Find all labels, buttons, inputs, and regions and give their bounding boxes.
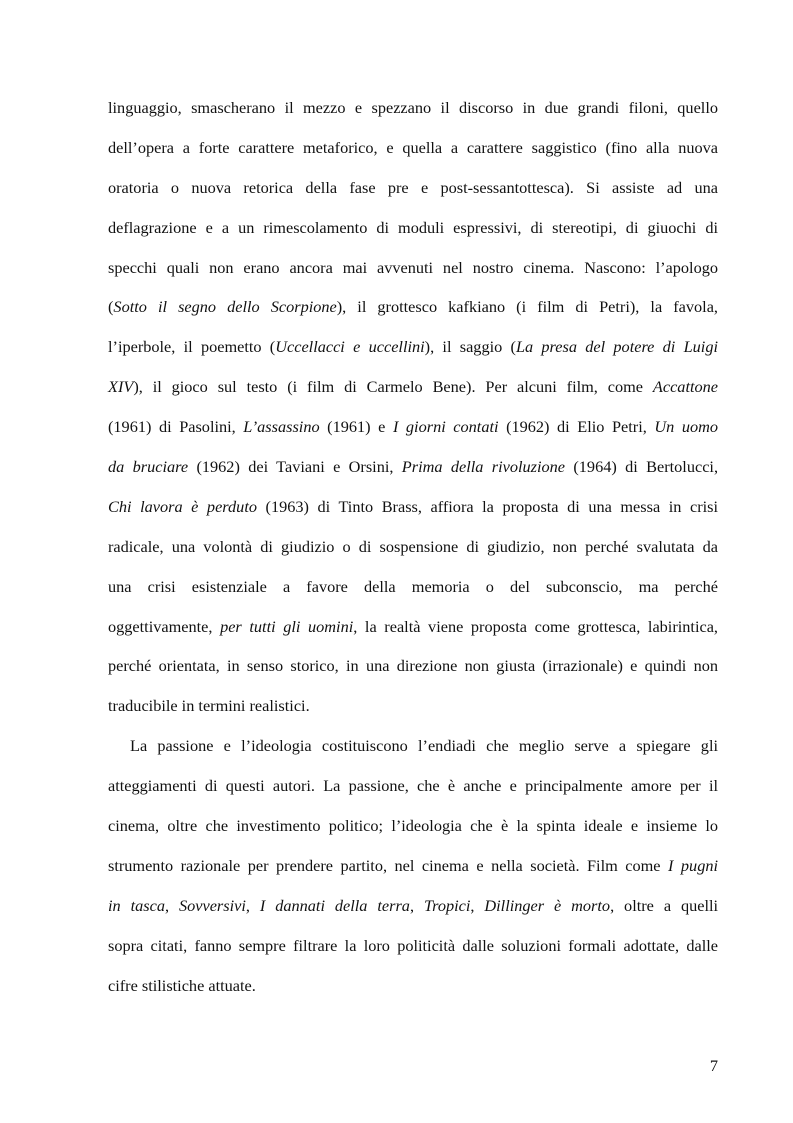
text-segment: (1963) di Tinto Brass, affiora la proposta di una messa in crisi (256, 496, 718, 516)
text-segment: dell’opera a forte carattere metaforico, e quella a carattere saggistico (fino alla nuova (108, 137, 718, 157)
italic-title: Uccellacci e uccellini (275, 337, 425, 357)
text-segment: atteggiamenti di questi autori. La passione, che è anche e principalmente amore per il (108, 776, 718, 796)
italic-title: da bruciare (108, 457, 189, 477)
text-line (108, 287, 718, 327)
text-segment: sopra citati, fanno sempre filtrare la loro politicità dalle soluzioni formali adottate, dalle (108, 935, 718, 955)
paragraph (108, 726, 718, 1005)
text-line (108, 646, 718, 686)
italic-title: L’assassino (243, 417, 320, 437)
text-line (108, 726, 718, 766)
text-line (108, 607, 718, 647)
text-segment: ), il saggio ( (424, 337, 516, 357)
text-line (108, 168, 718, 208)
italic-title: Prima della rivoluzione (401, 457, 566, 477)
italic-title: Dillinger è morto (484, 895, 611, 915)
text-segment: , (164, 895, 179, 915)
text-segment: traducibile in termini realistici. (108, 696, 310, 716)
text-segment: La passione e l’ideologia costituiscono l’endiadi che meglio serve a spiegare gli (130, 736, 718, 756)
italic-title: Sovversivi (178, 895, 246, 915)
text-line (108, 367, 718, 407)
text-line (108, 248, 718, 288)
text-segment: (1961) e (319, 417, 393, 437)
text-line (108, 407, 718, 447)
text-line (108, 846, 718, 886)
text-segment: specchi quali non erano ancora mai avvenuti nel nostro cinema. Nascono: l’apologo (108, 257, 718, 277)
italic-title: per tutti gli uomini (220, 616, 354, 636)
italic-title: Sotto il segno dello Scorpione (113, 297, 337, 317)
text-segment: oggettivamente, (108, 616, 221, 636)
text-segment: (1964) di Bertolucci, (565, 457, 719, 477)
text-line (108, 686, 718, 726)
text-segment: (1961) di Pasolini, (108, 417, 244, 437)
text-segment: , (245, 895, 260, 915)
text-line (108, 806, 718, 846)
text-line (108, 487, 718, 527)
italic-title: La presa del potere di Luigi (515, 337, 718, 357)
text-segment: ), il gioco sul testo (i film di Carmelo Bene). Per alcuni film, come (133, 377, 653, 397)
italic-title: Chi lavora è perduto (108, 496, 257, 516)
text-line (108, 128, 718, 168)
italic-title: I dannati della terra (259, 895, 410, 915)
italic-title: in tasca (108, 895, 165, 915)
text-segment: ), il grottesco kafkiano (i film di Petri), la favola, (336, 297, 718, 317)
text-line (108, 208, 718, 248)
text-segment: , (409, 895, 424, 915)
text-line (108, 447, 718, 487)
body-text (108, 88, 718, 1005)
italic-title: Accattone (652, 377, 718, 397)
italic-title: Tropici (423, 895, 471, 915)
text-segment: l’iperbole, il poemetto ( (108, 337, 276, 357)
text-line (108, 567, 718, 607)
text-segment: ( (108, 297, 114, 317)
text-line (108, 766, 718, 806)
text-segment: deflagrazione e a un rimescolamento di moduli espressivi, di stereotipi, di giuochi di (108, 217, 718, 237)
text-line (108, 327, 718, 367)
text-line (108, 527, 718, 567)
italic-title: XIV (108, 377, 134, 397)
text-segment: perché orientata, in senso storico, in una direzione non giusta (irrazionale) e quindi non (108, 656, 718, 676)
text-line (108, 88, 718, 128)
text-segment: una crisi esistenziale a favore della memoria o del subconscio, ma perché (108, 576, 718, 596)
italic-title: Un uomo (654, 417, 718, 437)
text-segment: oratoria o nuova retorica della fase pre e post-sessantottesca). Si assiste ad una (108, 177, 718, 197)
text-segment: cifre stilistiche attuate. (108, 975, 256, 995)
text-line (108, 926, 718, 966)
page-number: 7 (709, 1056, 718, 1075)
text-segment: , oltre a quelli (610, 895, 719, 915)
text-line (108, 886, 718, 926)
paragraph (108, 88, 718, 726)
text-segment: linguaggio, smascherano il mezzo e spezzano il discorso in due grandi filoni, quello (108, 98, 718, 117)
text-segment: (1962) di Elio Petri, (498, 417, 655, 437)
text-segment: radicale, una volontà di giudizio o di sospensione di giudizio, non perché svalutata da (108, 536, 718, 556)
italic-title: I giorni contati (392, 417, 499, 437)
text-segment: cinema, oltre che investimento politico; l’ideologia che è la spinta ideale e insieme lo (108, 816, 718, 836)
text-segment: strumento razionale per prendere partito, nel cinema e nella società. Film come (108, 855, 668, 875)
text-segment: (1962) dei Taviani e Orsini, (188, 457, 402, 477)
text-line (108, 966, 718, 1006)
text-segment: , (470, 895, 485, 915)
text-segment: , la realtà viene proposta come grottesca, labirintica, (353, 616, 718, 636)
italic-title: I pugni (668, 855, 718, 875)
